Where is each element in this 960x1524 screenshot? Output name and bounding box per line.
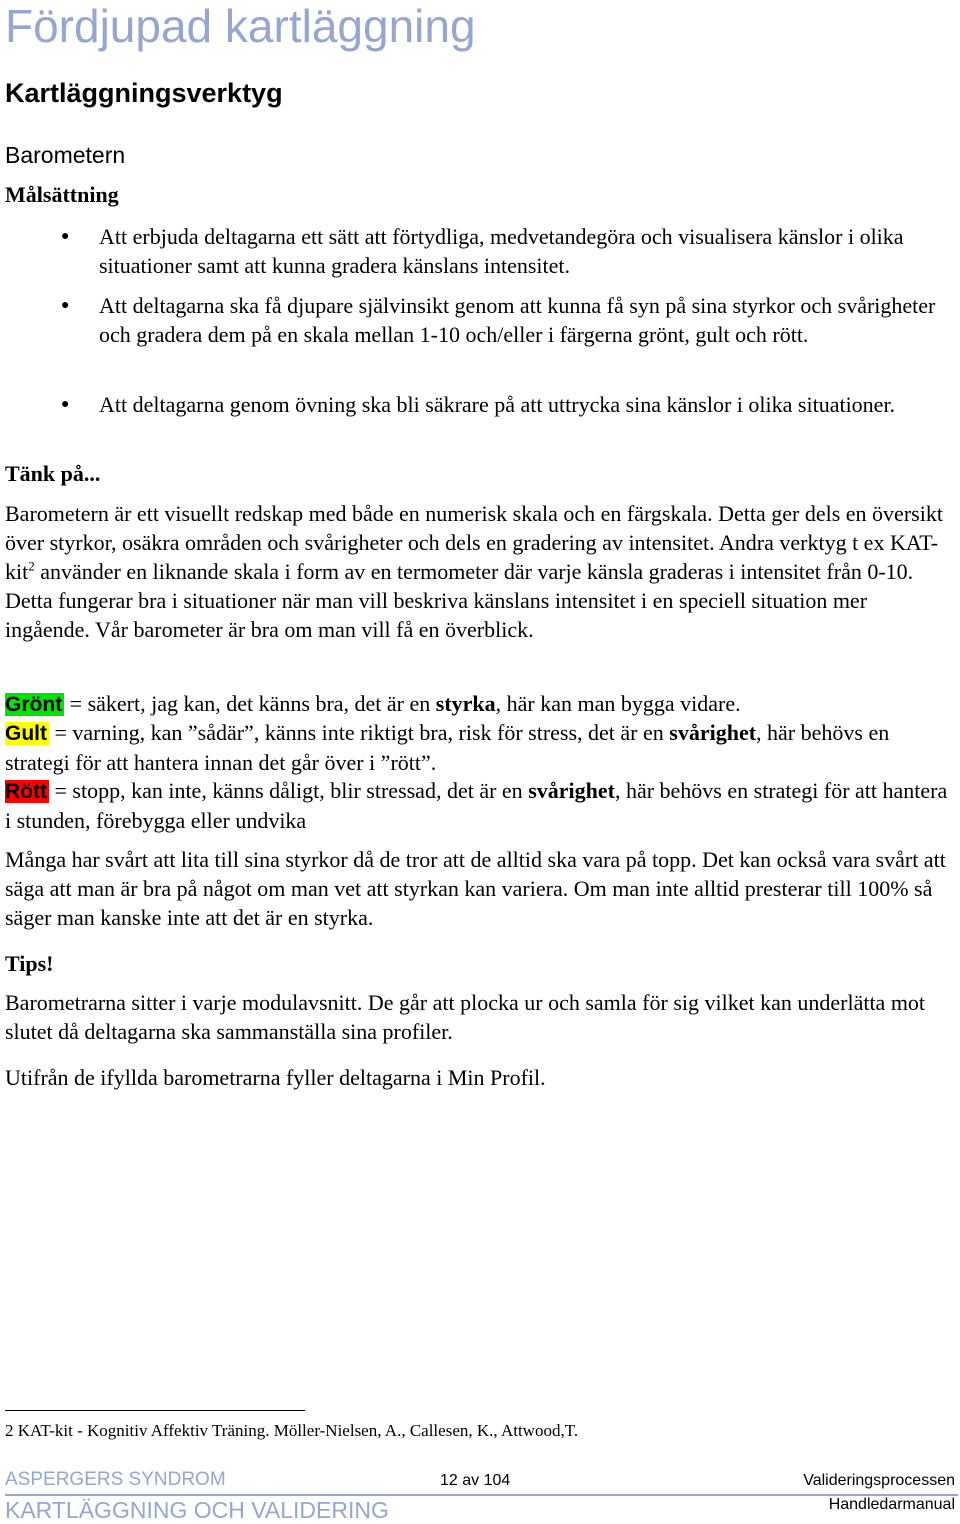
yellow-definition xyxy=(5,718,957,777)
footnote-ref: 2 xyxy=(28,558,35,574)
think-text-b: använder en liknande skala i form av en termometer där varje känsla graderas i intensitet från 0-10. Detta fungerar bra i situationer när man vill beskriva känslans intensitet i en speciell situation mer ingående. Vår barometer är bra om man vill få en överblick. xyxy=(5,559,914,642)
goal-heading: Målsättning xyxy=(5,182,119,207)
footer-left-line2: KARTLÄGGNING OCH VALIDERING xyxy=(5,1497,389,1523)
red-bold: svårighet xyxy=(528,778,615,803)
yellow-text: = varning, kan ”sådär”, känns inte riktigt bra, risk för stress, det är en xyxy=(49,720,670,745)
page-number: 12 av 104 xyxy=(440,1472,511,1489)
bullet-icon: ● xyxy=(61,229,70,244)
goal-item-1: Att erbjuda deltagarna ett sätt att förtydliga, medvetandegöra och visualisera känslor i olika situationer samt att kunna gradera känslans intensitet. xyxy=(99,224,904,278)
think-text-a: Barometern är ett visuellt redskap med både en numerisk skala och en färgskala. Detta ger dels en översikt över styrkor, osäkra områden och svårigheter och dels en gradering av intensitet. Andra verktyg t ex KAT-kit xyxy=(5,501,943,584)
footer-right-line1: Valideringsprocessen xyxy=(803,1472,955,1489)
green-bold: styrka xyxy=(435,691,496,716)
green-definition xyxy=(5,689,957,719)
green-text-end: , här kan man bygga vidare. xyxy=(495,691,741,716)
yellow-label: Gult xyxy=(5,722,47,745)
red-definition xyxy=(5,776,957,835)
tips-heading: Tips! xyxy=(5,951,54,976)
footnote: 2 KAT-kit - Kognitiv Affektiv Träning. Möller-Nielsen, A., Callesen, K., Attwood,T. xyxy=(5,1421,579,1440)
profile-paragraph: Utifrån de ifyllda barometrarna fyller deltagarna i Min Profil. xyxy=(5,1065,546,1090)
tips-paragraph: Barometrarna sitter i varje modulavsnitt. De går att plocka ur och samla för sig vilket kan underlätta mot slutet då deltagarna ska sammanställa sina profiler. xyxy=(5,990,926,1044)
goal-item-2: Att deltagarna ska få djupare självinsikt genom att kunna få syn på sina styrkor och svårigheter och gradera dem på en skala mellan 1-10 och/eller i färgerna grönt, gult och rött. xyxy=(99,293,936,347)
footer-right-line2: Handledarmanual xyxy=(828,1496,955,1513)
green-text: = säkert, jag kan, det känns bra, det är en xyxy=(64,691,436,716)
think-paragraph xyxy=(5,499,957,644)
red-label: Rött xyxy=(5,780,47,803)
section-subtitle: Kartläggningsverktyg xyxy=(5,78,283,108)
footer-left-line1: ASPERGERS SYNDROM xyxy=(5,1469,226,1490)
section-heading-barometern: Barometern xyxy=(5,142,126,168)
page-title: Fördjupad kartläggning xyxy=(5,0,476,52)
green-label: Grönt xyxy=(5,693,63,716)
goal-item-3: Att deltagarna genom övning ska bli säkrare på att uttrycka sina känslor i olika situationer. xyxy=(99,392,896,417)
yellow-bold: svårighet xyxy=(669,720,757,745)
strengths-paragraph: Många har svårt att lita till sina styrkor då de tror att de alltid ska vara på topp. Det kan också vara svårt att säga att man är bra på något om man vet att styrkan kan variera. Om man inte alltid presterar till 100% så säger man kanske inte att det är en styrka. xyxy=(5,847,946,930)
footnote-separator xyxy=(5,1410,305,1411)
red-text-end: , här behövs en strategi för att hantera i stunden, förebygga eller undvika xyxy=(5,778,948,833)
bullet-icon: ● xyxy=(61,298,70,313)
think-heading: Tänk på... xyxy=(5,461,101,486)
bullet-icon: ● xyxy=(61,397,70,412)
yellow-text-end: , här behövs en strategi för att hantera innan det går över i ”rött”. xyxy=(5,720,890,775)
red-text: = stopp, kan inte, känns dåligt, blir stressad, det är en xyxy=(48,778,529,803)
